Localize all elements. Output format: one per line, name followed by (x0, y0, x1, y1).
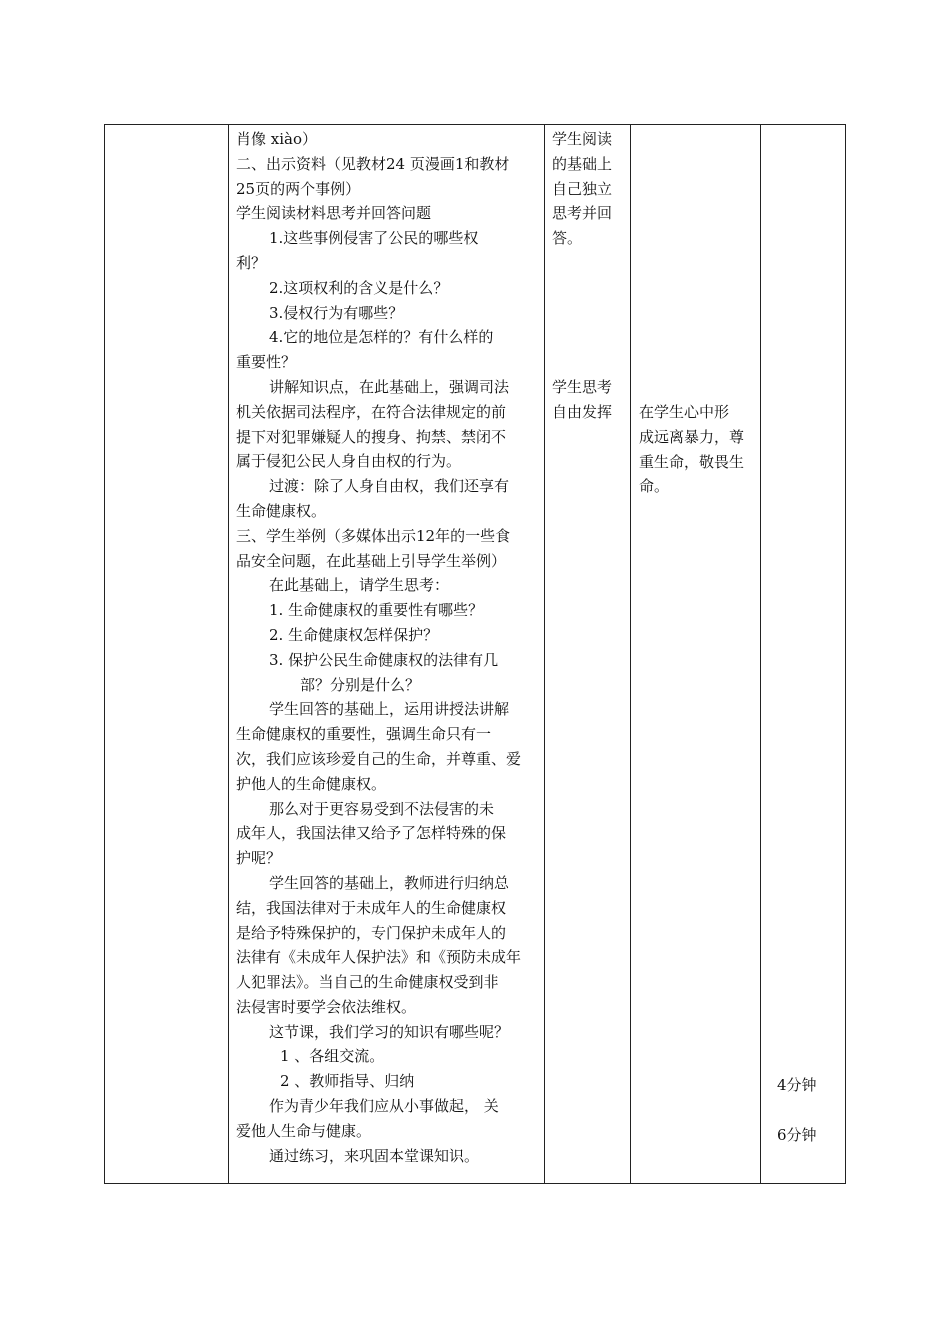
text-line: 生命健康权的重要性，强调生命只有一 (236, 725, 492, 744)
text-line: 二、出示资料（见教材24 页漫画1和教材 (236, 154, 510, 173)
text-line: 护他人的生命健康权。 (236, 774, 387, 793)
text-line: 人犯罪法》。当自己的生命健康权受到非 (236, 973, 499, 992)
text-line: 作为青少年我们应从小事做起， 关 (269, 1097, 499, 1116)
column-divider (630, 125, 631, 1183)
text-line: 是给予特殊保护的，专门保护未成年人的 (236, 923, 507, 942)
text-line: 2 、教师指导、归纳 (280, 1072, 415, 1091)
student-activity-reading (552, 127, 612, 251)
text-line: 2. 生命健康权怎样保护？ (269, 625, 439, 644)
text-line: 法律有《未成年人保护法》和《预防未成年 (236, 948, 522, 967)
text-line: 4.它的地位是怎样的？有什么样的 (269, 328, 494, 347)
text-line: 自由发挥 (552, 402, 613, 421)
text-line: 爱他人生命与健康。 (236, 1121, 372, 1140)
column-divider (760, 125, 761, 1183)
text-line: 护呢？ (236, 849, 282, 868)
student-activity-thinking (552, 375, 612, 425)
text-line: 2.这项权利的含义是什么？ (269, 278, 449, 297)
text-line: 学生回答的基础上，运用讲授法讲解 (269, 700, 510, 719)
text-line: 1. 生命健康权的重要性有哪些？ (269, 601, 484, 620)
text-line: 过渡：除了人身自由权，我们还享有 (269, 477, 510, 496)
text-line: 次，我们应该珍爱自己的生命，并尊重、爱 (236, 749, 522, 768)
text-line: 成年人，我国法律又给予了怎样特殊的保 (236, 824, 507, 843)
text-line: 重要性？ (236, 353, 297, 372)
text-line: 学生思考 (552, 378, 613, 396)
text-line: 三、学生举例（多媒体出示12年的一些食 (236, 526, 511, 545)
text-line: 在学生心中形 (639, 403, 730, 421)
teaching-process-cell (236, 125, 542, 1168)
text-line: 思考并回 (552, 204, 613, 223)
text-line: 3. 保护公民生命健康权的法律有几 (269, 650, 499, 669)
text-line: 成远离暴力，尊 (639, 427, 745, 446)
text-line: 学生阅读 (552, 130, 613, 148)
text-line: 在此基础上，请学生思考： (269, 576, 450, 595)
text-line: 机关依据司法程序，在符合法律规定的前 (236, 402, 507, 421)
text-line: 25页的两个事例） (236, 179, 361, 198)
text-line: 生命健康权。 (236, 501, 327, 520)
text-line: 提下对犯罪嫌疑人的搜身、拘禁、禁闭不 (236, 427, 507, 446)
lesson-plan-table (104, 124, 846, 1184)
text-line: 那么对于更容易受到不法侵害的未 (269, 799, 495, 818)
text-line: 1.这些事例侵害了公民的哪些权 (269, 229, 479, 248)
design-intent-text (639, 400, 759, 499)
text-line: 命。 (639, 477, 670, 496)
text-line: 这节课，我们学习的知识有哪些呢？ (269, 1022, 510, 1041)
time-label: 4分钟 (777, 1076, 817, 1094)
text-line: 部？分别是什么？ (300, 675, 421, 694)
text-line: 自己独立 (552, 179, 613, 198)
text-line: 答。 (552, 229, 583, 248)
text-line: 1 、各组交流。 (280, 1047, 385, 1066)
text-line: 通过练习，来巩固本堂课知识。 (269, 1146, 480, 1165)
student-activity-cell (552, 125, 626, 421)
text-line: 利？ (236, 253, 267, 272)
text-line: 3.侵权行为有哪些？ (269, 303, 404, 322)
text-line: 重生命，敬畏生 (639, 452, 745, 471)
column-divider (228, 125, 229, 1183)
text-line: 讲解知识点，在此基础上，强调司法 (269, 377, 510, 396)
text-line: 学生阅读材料思考并回答问题 (236, 204, 432, 223)
text-line: 品安全问题，在此基础上引导学生举例） (236, 551, 507, 570)
text-line: 学生回答的基础上，教师进行归纳总 (269, 873, 510, 892)
text-line: 结，我国法律对于未成年人的生命健康权 (236, 898, 507, 917)
time-label: 6分钟 (777, 1126, 817, 1144)
text-line: 属于侵犯公民人身自由权的行为。 (236, 452, 462, 471)
text-line: 的基础上 (552, 154, 613, 173)
text-line: 法侵害时要学会依法维权。 (236, 997, 417, 1016)
column-divider (544, 125, 545, 1183)
text-line: 肖像 xiào） (236, 130, 317, 148)
